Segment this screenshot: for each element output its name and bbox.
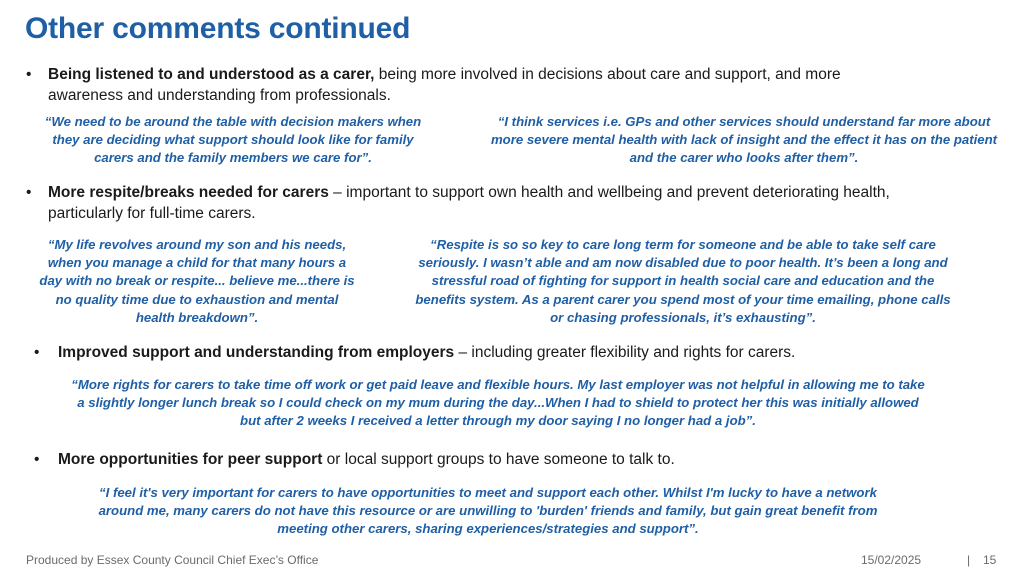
section-4-text: or local support groups to have someone to talk to. bbox=[322, 451, 675, 468]
section-2-heading: More respite/breaks needed for carers bbox=[48, 184, 329, 201]
section-1-quote-2: “I think services i.e. GPs and other services should understand far more about more severe mental health with lack of insight and the effect it has on the patient and the carer who looks after them”. bbox=[490, 114, 998, 166]
section-3-text: – including greater flexibility and rights for carers. bbox=[454, 344, 796, 361]
section-1-quote-1: “We need to be around the table with decision makers when they are deciding what support should look like for family carers and the family members we care for”. bbox=[44, 114, 422, 166]
footer-producer: Produced by Essex County Council Chief Exec’s Office bbox=[26, 553, 319, 567]
section-4-quote-1: “I feel it's very important for carers to have opportunities to meet and support each other. Whilst I'm lucky to have a network around me, many carers do not have this resource or are unwilling to 'burden' friends and family, but gain great benefit from meeting other carers, sharing experiences/strategies and support”. bbox=[98, 485, 878, 537]
footer-date: 15/02/2025 bbox=[861, 553, 922, 567]
section-2-quote-1: “My life revolves around my son and his needs, when you manage a child for that many hours a day with no break or respite... believe me...there is no quality time due to exhaustion and mental health breakdown”. bbox=[39, 237, 355, 325]
page-number: 15 bbox=[983, 553, 997, 567]
section-4-bullet bbox=[34, 449, 934, 470]
section-1-text: being more involved in decisions about care and support, and more awareness and understanding from professionals. bbox=[48, 66, 841, 104]
section-3-bullet bbox=[34, 342, 934, 363]
section-2-text: – important to support own health and wellbeing and prevent deteriorating health, particularly for full-time carers. bbox=[48, 184, 890, 222]
bullet-marker: • bbox=[26, 66, 32, 83]
bullet-marker: • bbox=[26, 184, 32, 201]
section-3-heading: Improved support and understanding from employers bbox=[58, 344, 455, 361]
section-1-heading: Being listened to and understood as a carer, bbox=[48, 66, 375, 83]
section-3-quote-1: “More rights for carers to take time off work or get paid leave and flexible hours. My last employer was not helpful in allowing me to take a slightly longer lunch break so I could check on my mum during the day...When I had to shield to protect her this was initially allowed but after 2 weeks I received a letter through my door saying I no longer had a job”. bbox=[71, 377, 925, 429]
section-4-heading: More opportunities for peer support bbox=[58, 451, 323, 468]
section-2-bullet bbox=[26, 182, 946, 224]
footer-separator: | bbox=[967, 553, 971, 567]
section-1-bullet bbox=[26, 64, 886, 106]
section-2-quote-2: “Respite is so so key to care long term for someone and be able to take self care seriously. I wasn’t able and am now disabled due to poor health. It’s been a long and stressful road of fighting for support in health social care and education and the benefits system. As a parent carer you spend most of your time emailing, phone calls or chasing professionals, it’s exhausting”. bbox=[415, 237, 951, 325]
page-title: Other comments continued bbox=[25, 12, 411, 45]
bullet-marker: • bbox=[34, 451, 40, 468]
bullet-marker: • bbox=[34, 344, 40, 361]
